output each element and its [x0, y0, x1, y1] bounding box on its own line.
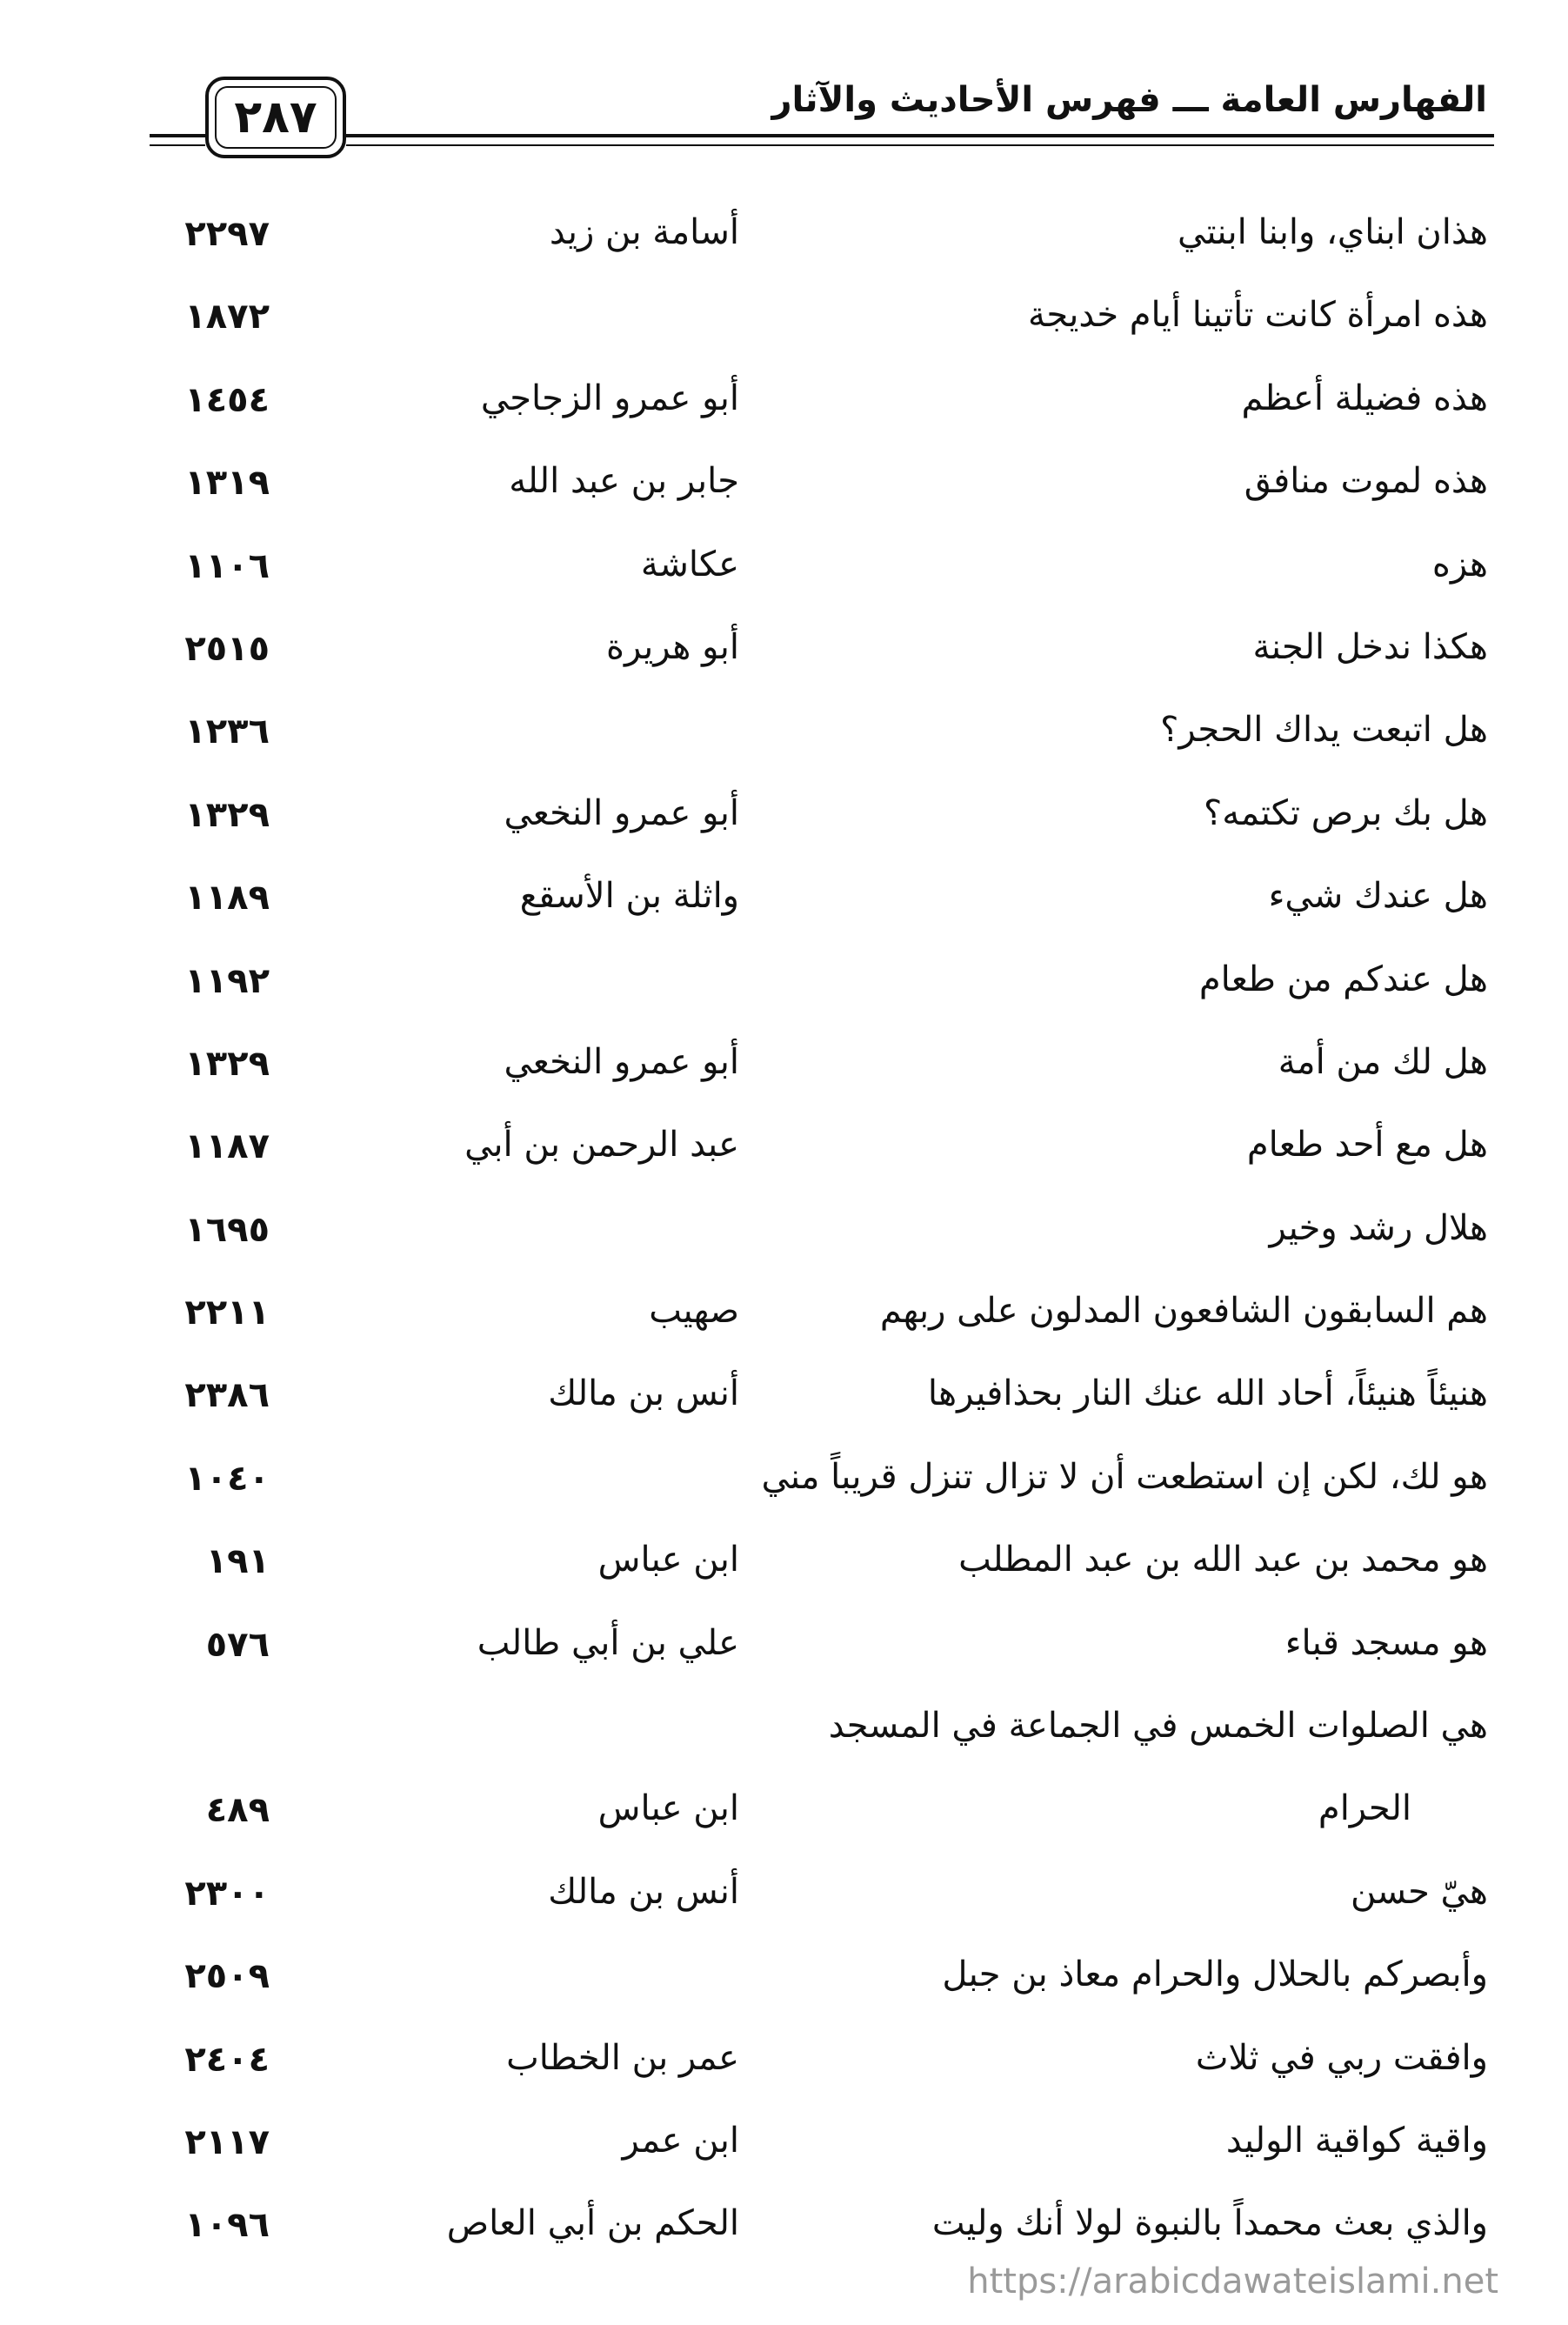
- index-entry-row: [0, 2189, 1568, 2272]
- index-entry-row: [0, 613, 1568, 696]
- hadith-text: والذي بعث محمداً بالنبوة لولا أنك وليت: [931, 2203, 1488, 2244]
- hadith-number: ٢٢٩٧: [184, 214, 270, 254]
- narrator-name: ابن عمر: [622, 2120, 739, 2161]
- narrator-name: أنس بن مالك: [548, 1871, 739, 1912]
- hadith-number: ١٣١٩: [184, 463, 270, 504]
- hadith-number: ٤٨٩: [205, 1790, 270, 1831]
- hadith-number: ٢٣٠٠: [184, 1873, 270, 1914]
- index-entry-row: [0, 1111, 1568, 1193]
- hadith-text: هذان ابناي، وابنا ابنتي: [1178, 212, 1488, 252]
- index-entry-row: [0, 2107, 1568, 2189]
- hadith-text: هي الصلوات الخمس في الجماعة في المسجد: [828, 1706, 1488, 1747]
- index-entry-row: [0, 1609, 1568, 1692]
- narrator-name: ابن عباس: [597, 1788, 739, 1829]
- index-entry-row: [0, 364, 1568, 447]
- narrator-name: أنس بن مالك: [548, 1373, 739, 1414]
- index-entry-row: [0, 1028, 1568, 1111]
- hadith-number: ١٢٣٦: [184, 712, 270, 752]
- index-entry-row: [0, 779, 1568, 862]
- index-entry-row: [0, 1858, 1568, 1941]
- hadith-text: وأبصركم بالحلال والحرام معاذ بن جبل: [942, 1954, 1488, 1995]
- hadith-text: هل لك من أمة: [1278, 1041, 1488, 1082]
- hadith-number: ١٣٢٩: [184, 794, 270, 835]
- hadith-text: هل عندكم من طعام: [1198, 959, 1488, 999]
- index-entry-row: [0, 281, 1568, 364]
- hadith-text: هذه لموت منافق: [1244, 461, 1488, 502]
- index-entry-row: [0, 1774, 1568, 1857]
- index-entry-row: [0, 447, 1568, 530]
- hadith-number: ١١٠٦: [184, 545, 270, 586]
- hadith-text: هم السابقون الشافعون المدلون على ربهم: [879, 1291, 1488, 1332]
- narrator-name: أبو هريرة: [606, 626, 739, 667]
- hadith-number: ١١٨٧: [184, 1126, 270, 1167]
- narrator-name: عبد الرحمن بن أبي: [464, 1125, 739, 1166]
- index-entry-row: [0, 1360, 1568, 1442]
- narrator-name: أبو عمرو النخعي: [504, 792, 739, 833]
- narrator-name: أسامة بن زيد: [549, 212, 739, 252]
- hadith-number: ٢٥٠٩: [184, 1956, 270, 1997]
- index-entry-row: [0, 198, 1568, 281]
- header-rule: [150, 134, 205, 137]
- narrator-name: علي بن أبي طالب: [477, 1622, 739, 1663]
- hadith-text: الحرام: [1318, 1788, 1411, 1829]
- index-entry-row: [0, 1443, 1568, 1526]
- hadith-text: هو محمد بن عبد الله بن عبد المطلب: [958, 1540, 1488, 1580]
- hadith-number: ١٩١: [205, 1541, 270, 1582]
- hadith-text: هل اتبعت يداك الحجر؟: [1160, 710, 1488, 751]
- hadith-number: ١٣٢٩: [184, 1043, 270, 1084]
- hadith-text: وافقت ربي في ثلاث: [1195, 2037, 1488, 2078]
- index-entry-row: [0, 1941, 1568, 2023]
- hadith-number: ١٨٧٢: [184, 297, 270, 337]
- header-rule: [346, 134, 1494, 137]
- index-entry-row: [0, 862, 1568, 945]
- hadith-text: هذه امرأة كانت تأتينا أيام خديجة: [1027, 295, 1488, 336]
- page-number: ٢٨٧: [234, 91, 317, 144]
- header-rule: [150, 144, 205, 146]
- hadith-text: هل عندك شيء: [1268, 876, 1488, 917]
- narrator-name: الحكم بن أبي العاص: [446, 2203, 739, 2244]
- index-entry-row: [0, 945, 1568, 1028]
- hadith-text: هو لك، لكن إن استطعت أن لا تزال تنزل قريباً مني: [761, 1456, 1488, 1497]
- index-entry-row: [0, 1277, 1568, 1360]
- hadith-number: ٢١١٧: [184, 2121, 270, 2162]
- hadith-text: هزه: [1431, 544, 1488, 585]
- hadith-number: ٢٣٨٦: [184, 1375, 270, 1416]
- narrator-name: صهيب: [649, 1291, 739, 1332]
- index-entries: [0, 198, 1568, 2273]
- hadith-number: ١١٩٢: [184, 960, 270, 1001]
- hadith-text: هذه فضيلة أعظم: [1241, 377, 1488, 418]
- hadith-number: ١٦٩٥: [184, 1209, 270, 1250]
- running-header-title: الفهارس العامة ـــ فهرس الأحاديث والآثار: [771, 80, 1487, 120]
- hadith-text: واقية كواقية الوليد: [1225, 2120, 1488, 2161]
- index-entry-row: [0, 1194, 1568, 1277]
- hadith-text: هنيئاً هنيئاً، أحاد الله عنك النار بحذافيرها: [927, 1373, 1488, 1414]
- hadith-text: هل مع أحد طعام: [1246, 1125, 1488, 1166]
- hadith-number: ٢٥١٥: [184, 628, 270, 669]
- hadith-text: هو مسجد قباء: [1284, 1622, 1488, 1663]
- hadith-number: ٢٢١١: [184, 1293, 270, 1333]
- narrator-name: واثلة بن الأسقع: [519, 876, 739, 917]
- hadith-number: ١٤٥٤: [184, 379, 270, 420]
- narrator-name: جابر بن عبد الله: [509, 461, 739, 502]
- hadith-text: هكذا ندخل الجنة: [1252, 626, 1488, 667]
- index-entry-row: [0, 1526, 1568, 1608]
- index-entry-row: [0, 2024, 1568, 2107]
- hadith-text: هيّ حسن: [1350, 1871, 1488, 1912]
- page-number-frame: [205, 77, 346, 158]
- index-entry-row: [0, 1692, 1568, 1774]
- hadith-number: ١١٨٩: [184, 878, 270, 919]
- hadith-number: ٥٧٦: [205, 1624, 270, 1665]
- hadith-text: هل بك برص تكتمه؟: [1203, 792, 1488, 833]
- hadith-number: ١٠٩٦: [184, 2205, 270, 2246]
- hadith-number: ٢٤٠٤: [184, 2039, 270, 2080]
- index-entry-row: [0, 531, 1568, 613]
- hadith-text: هلال رشد وخير: [1269, 1207, 1488, 1248]
- narrator-name: ابن عباس: [597, 1540, 739, 1580]
- narrator-name: أبو عمرو النخعي: [504, 1041, 739, 1082]
- narrator-name: عكاشة: [640, 544, 739, 585]
- header-rule: [346, 144, 1494, 146]
- index-entry-row: [0, 696, 1568, 778]
- watermark-url: https://arabicdawateislami.net: [967, 2262, 1498, 2302]
- hadith-number: ١٠٤٠: [184, 1458, 270, 1499]
- narrator-name: أبو عمرو الزجاجي: [480, 377, 739, 418]
- narrator-name: عمر بن الخطاب: [506, 2037, 739, 2078]
